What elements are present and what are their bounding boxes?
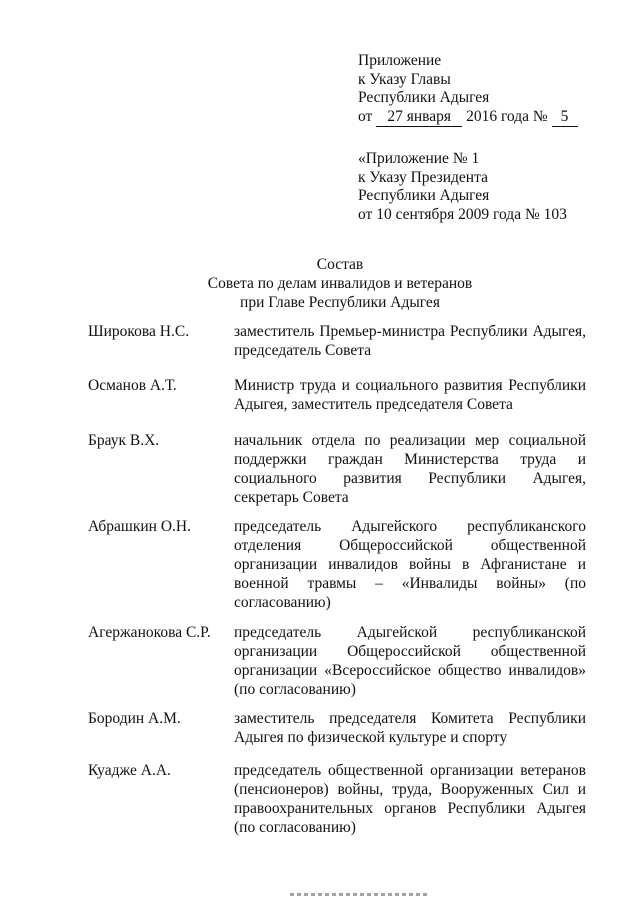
orig-annex-line-1: «Приложение № 1 xyxy=(358,150,480,167)
title-line-3: при Главе Республики Адыгея xyxy=(240,294,440,311)
document-title xyxy=(150,255,530,312)
member-role: Министр труда и социального развития Республики Адыгея, заместитель председателя Совета xyxy=(234,377,586,413)
annex-line-2: к Указу Главы xyxy=(358,70,451,88)
orig-annex-line-4: от 10 сентября 2009 года № 103 xyxy=(358,205,567,223)
scan-artifact xyxy=(290,893,430,896)
member-name: Широкова Н.С. xyxy=(88,323,190,340)
year-text: 2016 года № xyxy=(466,107,548,125)
title-line-1: Состав xyxy=(316,256,364,273)
title-line-2: Совета по делам инвалидов и ветеранов xyxy=(207,275,473,292)
member-role: председатель Адыгейской республиканской организации Общероссийской общественной организации «Всероссийское общество инвалидов» (по согласованию) xyxy=(234,624,586,698)
annex-header xyxy=(358,52,578,127)
member-name: Абрашкин О.Н. xyxy=(88,518,191,535)
member-name: Браук В.Х. xyxy=(88,432,160,449)
orig-annex-line-3: Республики Адыгея xyxy=(358,187,490,204)
member-role: председатель Адыгейского республиканского отделения Общероссийской общественной организации инвалидов войны в Афганистане и военной травмы – «Инвалиды войны» (по согласованию) xyxy=(234,518,586,611)
original-annex-header xyxy=(358,150,567,224)
member-role: начальник отдела по реализации мер социальной поддержки граждан Министерства труда и социального развития Республики Адыгея, секретарь Совета xyxy=(234,432,586,506)
annex-line-1: Приложение xyxy=(358,52,442,69)
date-value: 27 января xyxy=(376,108,462,128)
member-name: Османов А.Т. xyxy=(88,377,177,394)
annex-line-3: Республики Адыгея xyxy=(358,89,490,106)
date-prefix: от xyxy=(358,107,373,125)
member-name: Бородин А.М. xyxy=(88,710,181,727)
member-name: Агержанокова С.Р. xyxy=(88,624,211,641)
member-role: председатель общественной организации ветеранов (пенсионеров) войны, труда, Вооруженных Сил и правоохранительных органов Республики Адыгея (по согласованию) xyxy=(234,762,586,836)
member-name: Куадже А.А. xyxy=(88,762,171,779)
orig-annex-line-2: к Указу Президента xyxy=(358,168,488,186)
member-role: заместитель Премьер-министра Республики Адыгея, председатель Совета xyxy=(234,323,586,359)
decree-number: 5 xyxy=(552,108,578,128)
annex-date-line xyxy=(358,108,578,128)
member-role: заместитель председателя Комитета Республики Адыгея по физической культуре и спорту xyxy=(234,710,586,746)
